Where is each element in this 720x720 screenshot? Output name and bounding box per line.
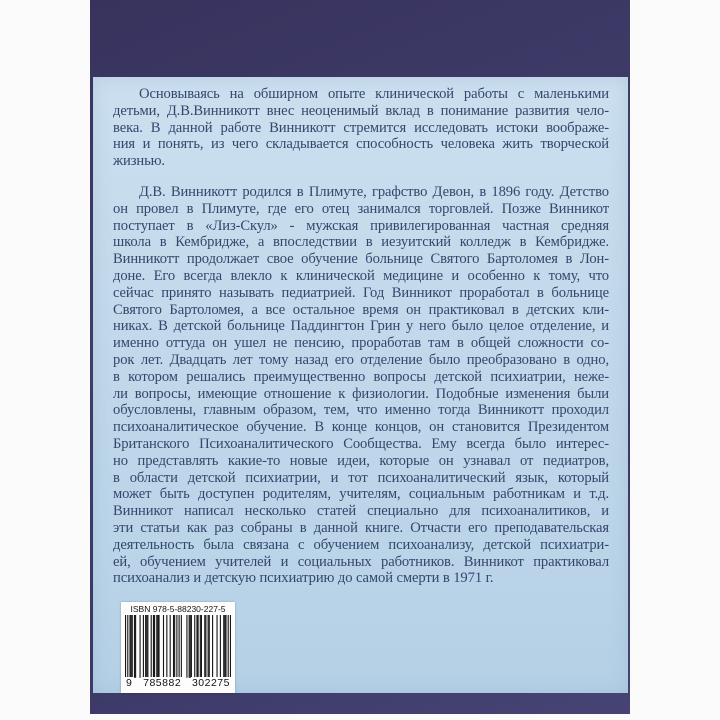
summary-paragraph xyxy=(113,86,609,170)
barcode-digits xyxy=(125,676,231,689)
barcode-digit-group: 9 xyxy=(126,677,133,689)
summary-line: он провел в Плимуте, где его отец занимался торговлей. Позже Винникот xyxy=(113,200,609,217)
summary-line: Винникот написал несколько статей специально для психоаналитиков, и xyxy=(113,503,609,520)
summary-line: детьми, Д.В.Винникотт внес неоценимый вклад в понимание развития чело- xyxy=(113,102,609,119)
summary-paragraph xyxy=(113,184,609,587)
summary-line: психоанализ и детскую психиатрию до самой смерти в 1971 г. xyxy=(113,570,494,587)
summary-line: школа в Кембридже, а впоследствии в иезуитский колледж в Кембридже. xyxy=(113,234,609,251)
summary-line: Д.В. Винникотт родился в Плимуте, графство Девон, в 1896 году. Детство xyxy=(139,183,609,200)
summary-line: жизнью. xyxy=(113,153,165,170)
ean13-barcode xyxy=(125,615,231,689)
summary-line: ли вопросы, имеющие отношение к физиологии. Подобные изменения были xyxy=(113,385,609,402)
barcode-digit-group: 302275 xyxy=(191,677,230,689)
barcode-digit-group: 785882 xyxy=(143,677,182,689)
summary-line: поступает в «Лиз-Скул» - мужская привилегированная частная средняя xyxy=(113,217,609,234)
summary-line: ей, обучением учителей и социальных работников. Винникот практиковал xyxy=(113,553,609,570)
summary-line: сейчас принято называть педиатрией. Год Винникот проработал в больнице xyxy=(113,284,609,301)
summary-line: может быть доступен родителям, учителям, социальным работникам и т.д. xyxy=(113,486,609,503)
summary-line: в области детской психиатрии, и тот психоаналитический язык, который xyxy=(113,469,609,486)
summary-line: рок лет. Двадцать лет тому назад его отделение было преобразовано в одно, xyxy=(113,351,609,368)
summary-line: века. В данной работе Винникотт стремится исследовать истоки воображе- xyxy=(113,119,609,136)
summary-line: но представлять какие-то новые идеи, которые он узнавал от педиатров, xyxy=(113,452,609,469)
summary-line: никах. В детской больнице Паддингтон Грин у него было целое отделение, и xyxy=(113,318,609,335)
summary-line: психоаналитическое обучение. В конце концов, он становится Президентом xyxy=(113,419,609,436)
isbn-label: ISBN 978-5-88230-227-5 xyxy=(130,604,226,614)
summary-text xyxy=(113,86,609,601)
summary-line: эти статьи как раз собраны в данной книге. Отчасти его преподавательская xyxy=(113,519,609,536)
summary-line: обусловлены, главным образом, тем, что именно тогда Винникотт проходил xyxy=(113,402,609,419)
summary-line: доне. Его всегда влекло к клинической медицине и особенно к тому, что xyxy=(113,267,609,284)
summary-line: деятельность была связана с обучением психоанализу, детской психиатри- xyxy=(113,536,609,553)
summary-line: Британского Психоаналитического Сообщества. Ему всегда было интерес- xyxy=(113,435,609,452)
summary-line: Святого Бартоломея, а все остальное время он практиковал в детских кли- xyxy=(113,301,609,318)
summary-line: именно оттуда он ушел не пенсию, проработав там в общей сложности со- xyxy=(113,335,609,352)
summary-line: Винникотт продолжает свое обучение больнице Святого Бартоломея в Лон- xyxy=(113,251,609,268)
summary-line: Основываясь на обширном опыте клинической работы с маленькими xyxy=(139,86,609,102)
summary-line: в котором решались преимущественно вопросы детской психиатрии, неже- xyxy=(113,368,609,385)
summary-line: ния и понять, из чего складывается способность человека жить творческой xyxy=(113,136,609,153)
isbn-barcode xyxy=(121,602,235,693)
